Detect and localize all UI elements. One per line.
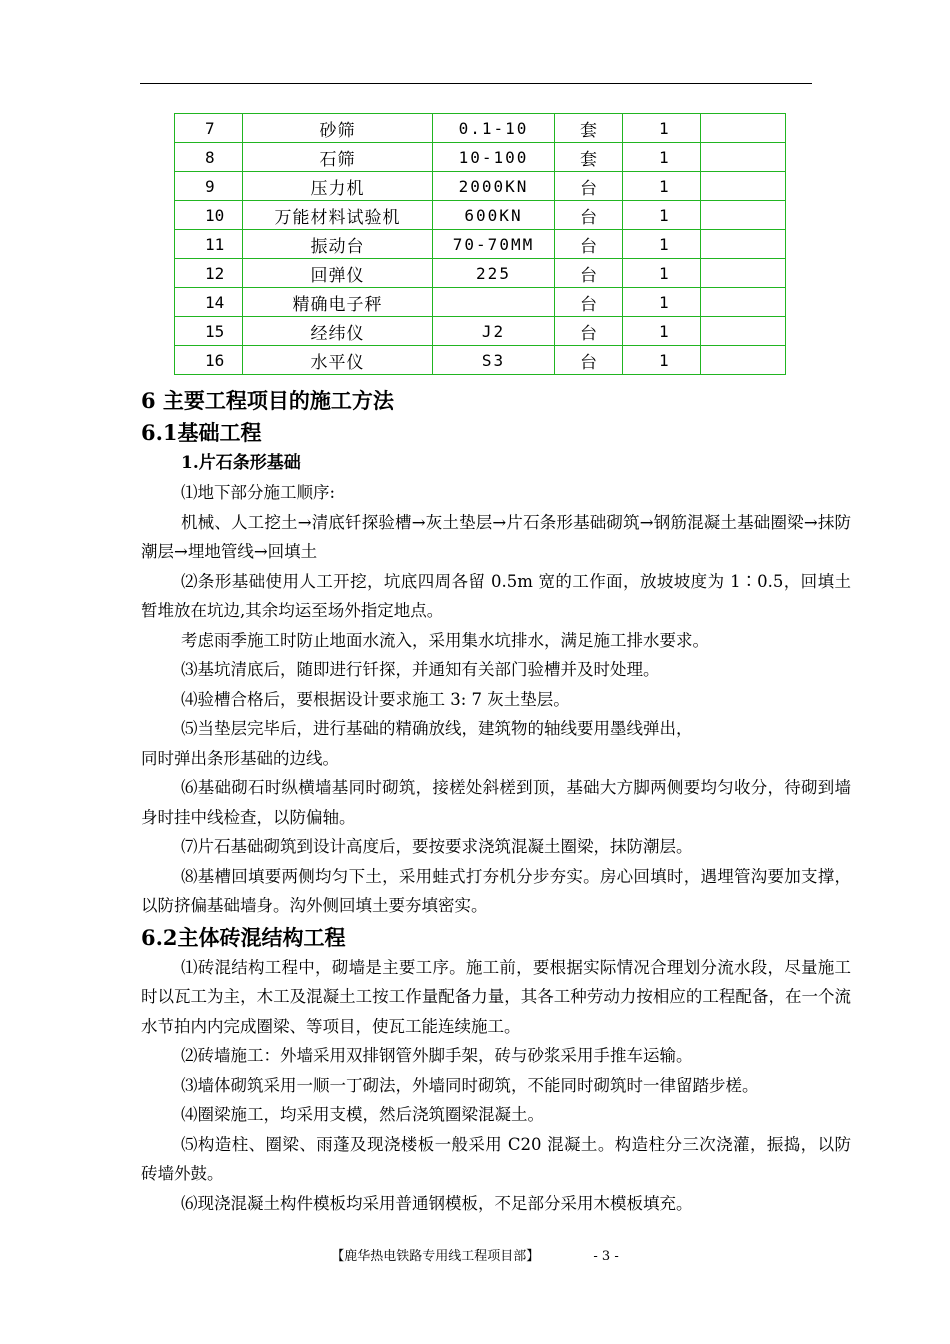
cell-number: 9 [175,172,243,201]
table-row [175,288,786,317]
paragraph: ⑷验槽合格后，要根据设计要求施工 3: 7 灰土垫层。 [181,689,570,709]
table-row [175,230,786,259]
table-row [175,259,786,288]
cell-name: 砂筛 [243,114,433,143]
cell-quantity: 1 [623,288,701,317]
cell-unit: 台 [555,288,623,317]
cell-unit: 台 [555,172,623,201]
cell-name: 回弹仪 [243,259,433,288]
cell-spec: 600KN [433,201,555,230]
cell-number: 10 [175,201,243,230]
paragraph: ⑹现浇混凝土构件模板均采用普通钢模板，不足部分采用木模板填充。 [181,1193,693,1213]
footer-project-name: 【鹿华热电铁路专用线工程项目部】 [331,1249,540,1264]
cell-number: 14 [175,288,243,317]
cell-unit: 台 [555,259,623,288]
cell-name: 压力机 [243,172,433,201]
page-footer [0,1245,950,1264]
paragraph: ⑸当垫层完毕后，进行基础的精确放线，建筑物的轴线要用墨线弹出， [181,719,693,738]
table-row [175,317,786,346]
cell-note [701,172,786,201]
paragraph: ⑻基槽回填要两侧均匀下土，采用蛙式打夯机分步夯实。房心回填时，遇埋管沟要加支撑，以防挤偏基础墙身。沟外侧回填土要夯填密实。 [141,866,851,915]
cell-note [701,230,786,259]
section-6-title: 6 主要工程项目的施工方法 [141,388,394,413]
cell-name: 经纬仪 [243,317,433,346]
cell-note [701,317,786,346]
paragraph: ⑶墙体砌筑采用一顺一丁砌法，外墙同时砌筑，不能同时砌筑时一律留踏步槎。 [181,1075,759,1095]
cell-note [701,346,786,375]
table-row [175,201,786,230]
cell-unit: 套 [555,143,623,172]
cell-note [701,114,786,143]
cell-note [701,201,786,230]
cell-number: 7 [175,114,243,143]
cell-quantity: 1 [623,143,701,172]
cell-note [701,288,786,317]
main-content [141,384,851,1218]
cell-spec: S3 [433,346,555,375]
cell-quantity: 1 [623,230,701,259]
paragraph: ⑴地下部分施工顺序: [181,483,336,502]
cell-quantity: 1 [623,317,701,346]
cell-unit: 台 [555,346,623,375]
paragraph: ⑴砖混结构工程中，砌墙是主要工序。施工前，要根据实际情况合理划分流水段，尽量施工时以瓦工为主，木工及混凝土工按工作量配备力量，其各工种劳动力按相应的工程配备，在一个流水节拍内内完成圈梁、等项目，使瓦工能连续施工。 [141,957,851,1036]
cell-quantity: 1 [623,172,701,201]
table-row [175,346,786,375]
cell-name: 精确电子秤 [243,288,433,317]
cell-note [701,259,786,288]
cell-name: 石筛 [243,143,433,172]
paragraph: ⑹基础砌石时纵横墙基同时砌筑，接槎处斜槎到顶，基础大方脚两侧要均匀收分，待砌到墙身时挂中线检查，以防偏轴。 [141,778,851,827]
cell-name: 振动台 [243,230,433,259]
header-rule [140,83,812,84]
cell-number: 11 [175,230,243,259]
cell-number: 16 [175,346,243,375]
paragraph: ⑷圈梁施工，均采用支模，然后浇筑圈梁混凝土。 [181,1105,544,1124]
cell-unit: 台 [555,317,623,346]
paragraph: 机械、人工挖土→清底钎探验槽→灰土垫层→片石条形基础砌筑→钢筋混凝土基础圈梁→抹防潮层→埋地管线→回填土 [141,512,851,561]
cell-spec: 2000KN [433,172,555,201]
paragraph: ⑺片石基础砌筑到设计高度后，要按要求浇筑混凝土圈梁，抹防潮层。 [181,837,693,856]
cell-note [701,143,786,172]
cell-number: 15 [175,317,243,346]
page-number: - 3 - [593,1249,619,1264]
cell-unit: 台 [555,201,623,230]
paragraph: 同时弹出条形基础的边线。 [141,748,339,768]
paragraph: 考虑雨季施工时防止地面水流入，采用集水坑排水，满足施工排水要求。 [181,630,709,650]
cell-spec: 70-70MM [433,230,555,259]
cell-spec: 10-100 [433,143,555,172]
paragraph: ⑶基坑清底后，随即进行钎探，并通知有关部门验槽并及时处理。 [181,660,660,679]
section-6-2-title: 6.2主体砖混结构工程 [141,924,346,950]
equipment-table [174,113,786,375]
section-6-1-title: 6.1基础工程 [141,420,262,445]
cell-quantity: 1 [623,259,701,288]
cell-name: 万能材料试验机 [243,201,433,230]
cell-unit: 套 [555,114,623,143]
cell-spec: 225 [433,259,555,288]
subsection-title: 1.片石条形基础 [181,453,301,473]
table-row [175,143,786,172]
cell-quantity: 1 [623,346,701,375]
cell-name: 水平仪 [243,346,433,375]
cell-spec: J2 [433,317,555,346]
table-row [175,172,786,201]
table-row [175,114,786,143]
cell-spec: 0.1-10 [433,114,555,143]
cell-number: 12 [175,259,243,288]
paragraph: ⑵条形基础使用人工开挖，坑底四周各留 0.5m 宽的工作面，放坡坡度为 1∶0.5，回填土暂堆放在坑边,其余均运至场外指定地点。 [141,571,851,620]
paragraph: ⑵砖墙施工：外墙采用双排钢管外脚手架，砖与砂浆采用手推车运输。 [181,1046,693,1065]
cell-quantity: 1 [623,114,701,143]
cell-quantity: 1 [623,201,701,230]
paragraph: ⑸构造柱、圈梁、雨蓬及现浇楼板一般采用 C20 混凝土。构造柱分三次浇灌，振捣，以防砖墙外鼓。 [141,1134,851,1183]
cell-number: 8 [175,143,243,172]
cell-spec [433,288,555,317]
equipment-table-body [175,114,786,375]
cell-unit: 台 [555,230,623,259]
